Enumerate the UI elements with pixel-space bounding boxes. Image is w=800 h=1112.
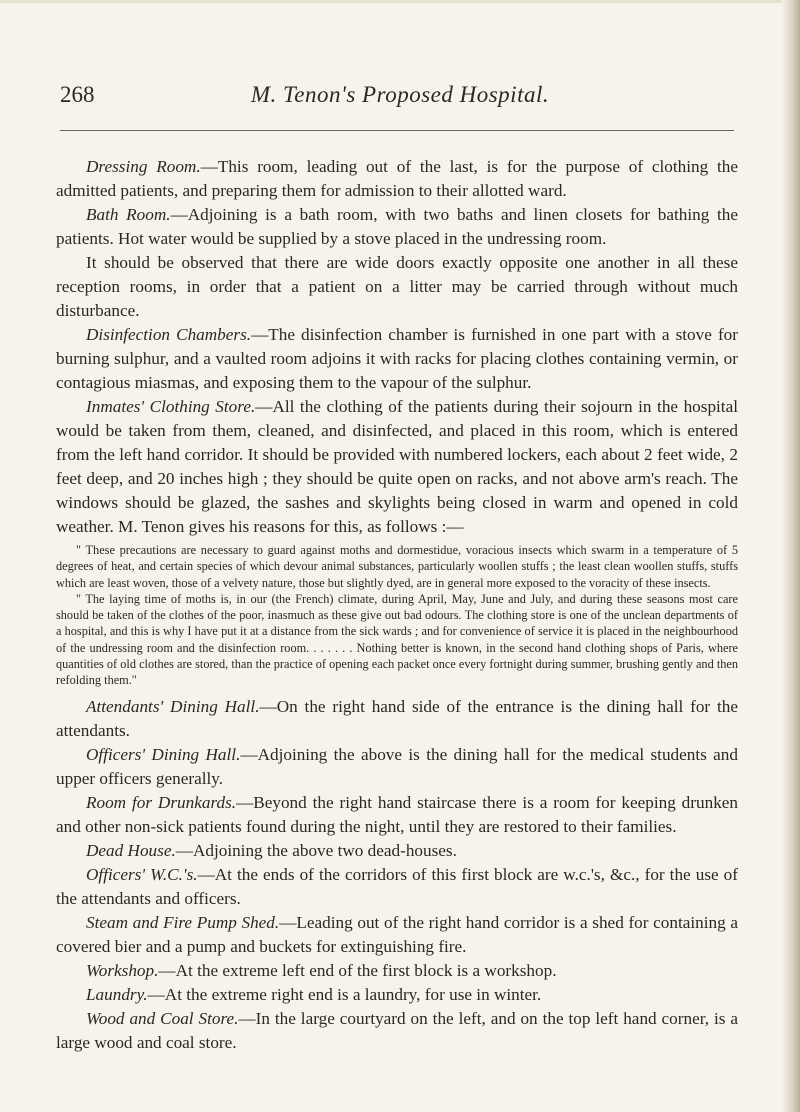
page-header	[60, 82, 740, 122]
paragraph-heading: Room for Drunkards.	[86, 792, 237, 812]
paragraph-workshop	[56, 959, 738, 983]
paragraph-heading: Officers' W.C.'s.	[86, 864, 198, 884]
paragraph-disinfection	[56, 323, 738, 395]
page-body	[56, 155, 738, 1055]
paragraph-clothing-store	[56, 395, 738, 539]
page-top-edge	[0, 0, 800, 3]
paragraph-wood-coal-store	[56, 1007, 738, 1055]
paragraph-heading: Workshop.	[86, 960, 159, 980]
paragraph-heading: Laundry.	[86, 984, 148, 1004]
paragraph-text: —Adjoining the above is the dining hall for the medical students and upper officers generally.	[56, 744, 738, 788]
block-quote	[56, 542, 738, 689]
paragraph-text: —On the right hand side of the entrance is the dining hall for the attendants.	[56, 696, 738, 740]
quote-paragraph: " The laying time of moths is, in our (the French) climate, during April, May, June and July, and during these seasons most care should be taken of the clothes of the poor, inasmuch as these give out bad odours. The clothing store is one of the unclean departments of a hospital, and this is why I have put it at a distance from the sick wards ; and for convenience of service it is placed in the neighbourhood of the undressing room and the disinfection room. . . . . . . Nothing better is known, in the second hand clothing shops of Paris, where quantities of old clothes are stored, than the practice of opening each packet once every fortnight during summer, brushing gently and then refolding them."	[56, 591, 738, 688]
paragraph-text: —The disinfection chamber is furnished in one part with a stove for burning sulphur, and a vaulted room adjoins it with racks for placing clothes containing vermin, or contagious miasmas, and exposing them to the vapour of the sulphur.	[56, 325, 738, 392]
paragraph-text: —In the large courtyard on the left, and on the top left hand corner, is a large wood and coal store.	[56, 1008, 738, 1052]
paragraph-laundry	[56, 983, 738, 1007]
paragraph-officers-dining	[56, 743, 738, 791]
paragraph-dead-house	[56, 839, 738, 863]
paragraph-attendants-dining	[56, 695, 738, 743]
paragraph-heading: Disinfection Chambers.	[86, 325, 252, 344]
quote-paragraph: " These precautions are necessary to guard against moths and dormestidue, voracious insects which swarm in a temperature of 5 degrees of heat, and certain species of which devour animal substances, particularly woollen stuffs ; the least clean woollen stuffs, stuffs which are least woven, those of a velvety nature, those but slightly dyed, are in general more exposed to the voracity of these insects.	[56, 543, 738, 590]
header-rule	[60, 130, 734, 131]
paragraph-heading: Officers' Dining Hall.	[86, 744, 241, 764]
running-title: M. Tenon's Proposed Hospital.	[250, 82, 550, 107]
paragraph-text: —Leading out of the right hand corridor is a shed for containing a covered bier and a pump and buckets for extinguishing fire.	[56, 912, 738, 956]
paragraph-heading: Attendants' Dining Hall.	[86, 696, 260, 716]
paragraph-bath-room	[56, 203, 738, 251]
paragraph-text: —Adjoining is a bath room, with two baths and linen closets for bathing the patients. Hot water would be supplied by a stove placed in the undressing room.	[56, 205, 739, 248]
paragraph-text: —At the extreme left end of the first block is a workshop.	[158, 960, 557, 980]
paragraph-officers-wc	[56, 863, 738, 911]
paragraph-doors-note	[56, 251, 738, 323]
paragraph-text: —All the clothing of the patients during their sojourn in the hospital would be taken from them, cleaned, and disinfected, and placed in this room, which is entered from the left hand corridor. It should be provided with numbered lockers, each about 2 feet wide, 2 feet deep, and 20 inches high ; they should be quite open on racks, and not above arm's reach. The windows should be glazed, the sashes and skylights being closed in warm and opened in cold weather. M. Tenon gives his reasons for this, as follows :—	[56, 397, 738, 536]
page-number: 268	[60, 82, 95, 107]
paragraph-text: —At the ends of the corridors of this first block are w.c.'s, &c., for the use of the attendants and officers.	[56, 864, 738, 908]
page-right-edge	[782, 0, 800, 1112]
paragraph-heading: Dead House.	[86, 840, 176, 860]
paragraph-heading: Dressing Room.	[86, 157, 201, 176]
paragraph-heading: Wood and Coal Store.	[86, 1008, 239, 1028]
paragraph-drunkards-room	[56, 791, 738, 839]
paragraph-heading: Inmates' Clothing Store.	[86, 397, 256, 416]
paragraph-dressing-room	[56, 155, 738, 203]
paragraph-text: —Beyond the right hand staircase there is a room for keeping drunken and other non-sick patients found during the night, until they are restored to their families.	[56, 792, 739, 836]
paragraph-text: —This room, leading out of the last, is for the purpose of clothing the admitted patients, and preparing them for admission to their allotted ward.	[56, 157, 739, 200]
paragraph-text: —At the extreme right end is a laundry, for use in winter.	[147, 984, 542, 1004]
paragraph-text: It should be observed that there are wide doors exactly opposite one another in all these reception rooms, in order that a patient on a litter may be carried through without much disturbance.	[56, 253, 738, 320]
paragraph-heading: Bath Room.	[86, 205, 171, 224]
paragraph-text: —Adjoining the above two dead-houses.	[175, 840, 457, 860]
paragraph-heading: Steam and Fire Pump Shed.	[86, 912, 280, 932]
paragraph-pump-shed	[56, 911, 738, 959]
